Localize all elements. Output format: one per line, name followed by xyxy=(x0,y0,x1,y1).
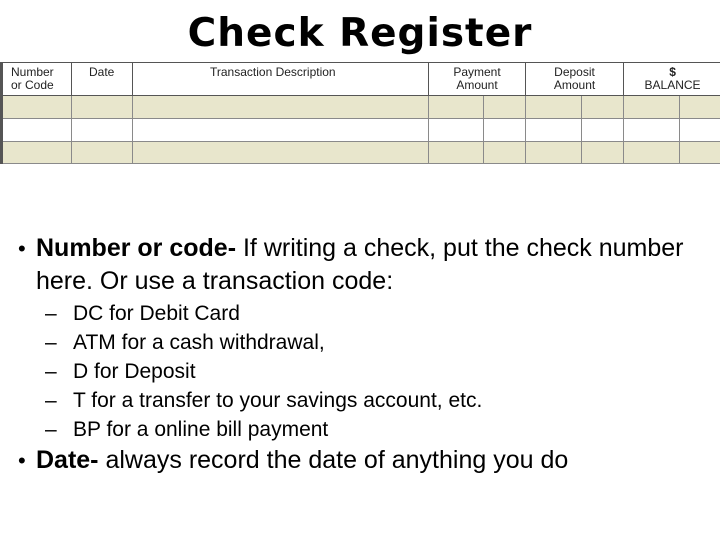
register-cell xyxy=(582,142,624,164)
header-deposit-amount: Deposit Amount xyxy=(526,63,624,96)
register-cell xyxy=(526,96,582,119)
bullet-number-code-text xyxy=(36,232,698,298)
register-cell xyxy=(582,119,624,142)
header-number-line1: Number xyxy=(11,65,54,79)
register-cell xyxy=(133,142,429,164)
register-cell xyxy=(680,96,720,119)
bullet-number-code xyxy=(18,232,698,298)
register-cell xyxy=(526,142,582,164)
register-cell xyxy=(624,96,680,119)
register-cell xyxy=(72,142,133,164)
bullet-date xyxy=(18,444,718,477)
bullet-date-desc: always record the date of anything you do xyxy=(98,446,569,474)
register-cell xyxy=(2,96,72,119)
register-cell xyxy=(484,119,526,142)
bullet-date-term: Date- xyxy=(36,446,99,474)
check-register-table xyxy=(0,62,720,164)
bullet-date-text xyxy=(36,444,718,477)
register-cell xyxy=(72,119,133,142)
bullet-dot: • xyxy=(18,236,26,261)
register-row xyxy=(2,142,720,164)
register-cell xyxy=(429,96,484,119)
header-number-code xyxy=(2,63,72,96)
register-cell xyxy=(624,119,680,142)
bullet-number-code-desc: If writing a check, put the check number here. Or use a transaction code: xyxy=(36,234,684,295)
register-cell xyxy=(72,96,133,119)
header-balance: $ BALANCE xyxy=(624,63,720,96)
header-payment-amount: Payment Amount xyxy=(429,63,526,96)
register-cell xyxy=(133,119,429,142)
register-cell xyxy=(429,142,484,164)
register-cell xyxy=(484,96,526,119)
bullet-number-code-term: Number or code- xyxy=(36,234,237,262)
header-number-line2: or Code xyxy=(11,78,54,92)
register-cell xyxy=(624,142,680,164)
page-title: Check Register xyxy=(187,11,533,56)
register-cell xyxy=(484,142,526,164)
register-row xyxy=(2,119,720,142)
register-cell xyxy=(2,119,72,142)
register-cell xyxy=(582,96,624,119)
header-date: Date xyxy=(72,63,133,96)
register-cell xyxy=(526,119,582,142)
register-cell xyxy=(429,119,484,142)
bullet-dot: • xyxy=(18,448,26,473)
register-cell xyxy=(680,119,720,142)
register-cell xyxy=(133,96,429,119)
register-row xyxy=(2,96,720,119)
register-cell xyxy=(2,142,72,164)
header-description: Transaction Description xyxy=(133,63,429,96)
register-header-row xyxy=(2,63,720,96)
register-cell xyxy=(680,142,720,164)
